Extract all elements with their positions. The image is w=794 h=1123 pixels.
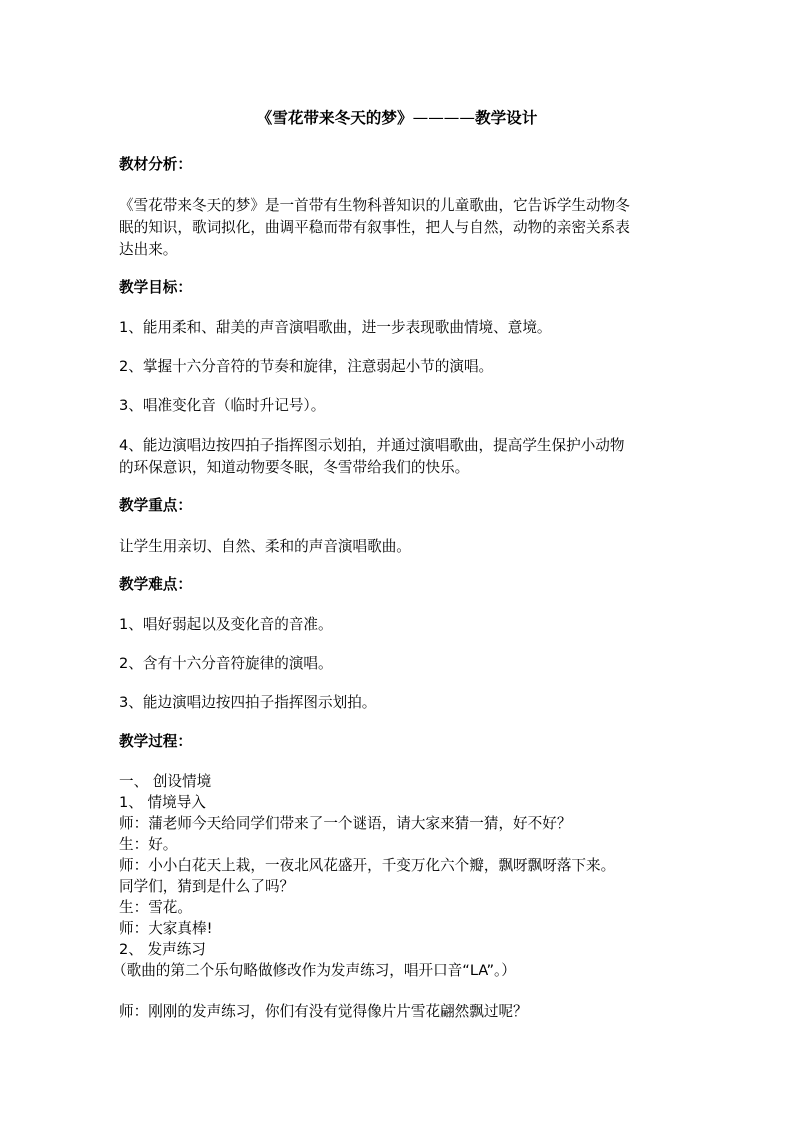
final-line: 师：刚刚的发声练习，你们有没有觉得像片片雪花翩然飘过呢？: [119, 1003, 528, 1020]
analysis-line-1: 《雪花带来冬天的梦》是一首带有生物科普知识的儿童歌曲，它告诉学生动物冬: [119, 197, 630, 214]
goal-1: 1、能用柔和、甜美的声音演唱歌曲，进一步表现歌曲情境、意境。: [119, 319, 552, 336]
key-heading: 教学重点：: [119, 497, 192, 514]
process-line-3: 师：蒲老师今天给同学们带来了一个谜语，请大家来猜一猜，好不好？: [119, 815, 572, 832]
analysis-line-2: 眠的知识，歌词拟化，曲调平稳而带有叙事性，把人与自然，动物的亲密关系表: [119, 219, 630, 236]
process-heading: 教学过程：: [119, 733, 192, 750]
process-line-6: 同学们，猜到是什么了吗？: [119, 878, 295, 895]
difficulty-3: 3、能边演唱边按四拍子指挥图示划拍。: [119, 694, 377, 711]
process-line-9: 2、 发声练习: [119, 941, 206, 958]
document-title: [0, 106, 794, 130]
process-line-5: 师：小小白花天上栽，一夜北风花盛开，千变万化六个瓣，飘呀飘呀落下来。: [119, 857, 616, 874]
goals-heading: 教学目标：: [119, 279, 192, 296]
analysis-line-3: 达出来。: [119, 241, 178, 258]
difficulty-1: 1、唱好弱起以及变化音的音准。: [119, 616, 333, 633]
difficulty-heading: 教学难点：: [119, 576, 192, 593]
process-line-10: （歌曲的第二个乐句略做修改作为发声练习，唱开口音“LA”。）: [112, 962, 516, 979]
analysis-heading: 教材分析：: [119, 156, 192, 173]
process-line-8: 师：大家真棒!: [119, 920, 213, 937]
process-line-7: 生：雪花。: [119, 899, 192, 916]
goal-3: 3、唱准变化音（临时升记号）。: [119, 397, 326, 414]
key-text: 让学生用亲切、自然、柔和的声音演唱歌曲。: [119, 538, 411, 555]
process-line-4: 生：好。: [119, 836, 178, 853]
goal-4-line-1: 4、能边演唱边按四拍子指挥图示划拍，并通过演唱歌曲，提高学生保护小动物: [119, 437, 625, 454]
goal-2: 2、掌握十六分音符的节奏和旋律，注意弱起小节的演唱。: [119, 358, 494, 375]
title-main: 《雪花带来冬天的梦》: [256, 109, 413, 127]
goal-4-line-2: 的环保意识，知道动物要冬眠，冬雪带给我们的快乐。: [119, 459, 470, 476]
process-line-2: 1、 情境导入: [119, 794, 206, 811]
difficulty-2: 2、含有十六分音符旋律的演唱。: [119, 655, 333, 672]
process-line-1: 一、 创设情境: [119, 773, 212, 790]
title-suffix: 教学设计: [474, 109, 538, 127]
title-dash: ————: [412, 109, 475, 127]
